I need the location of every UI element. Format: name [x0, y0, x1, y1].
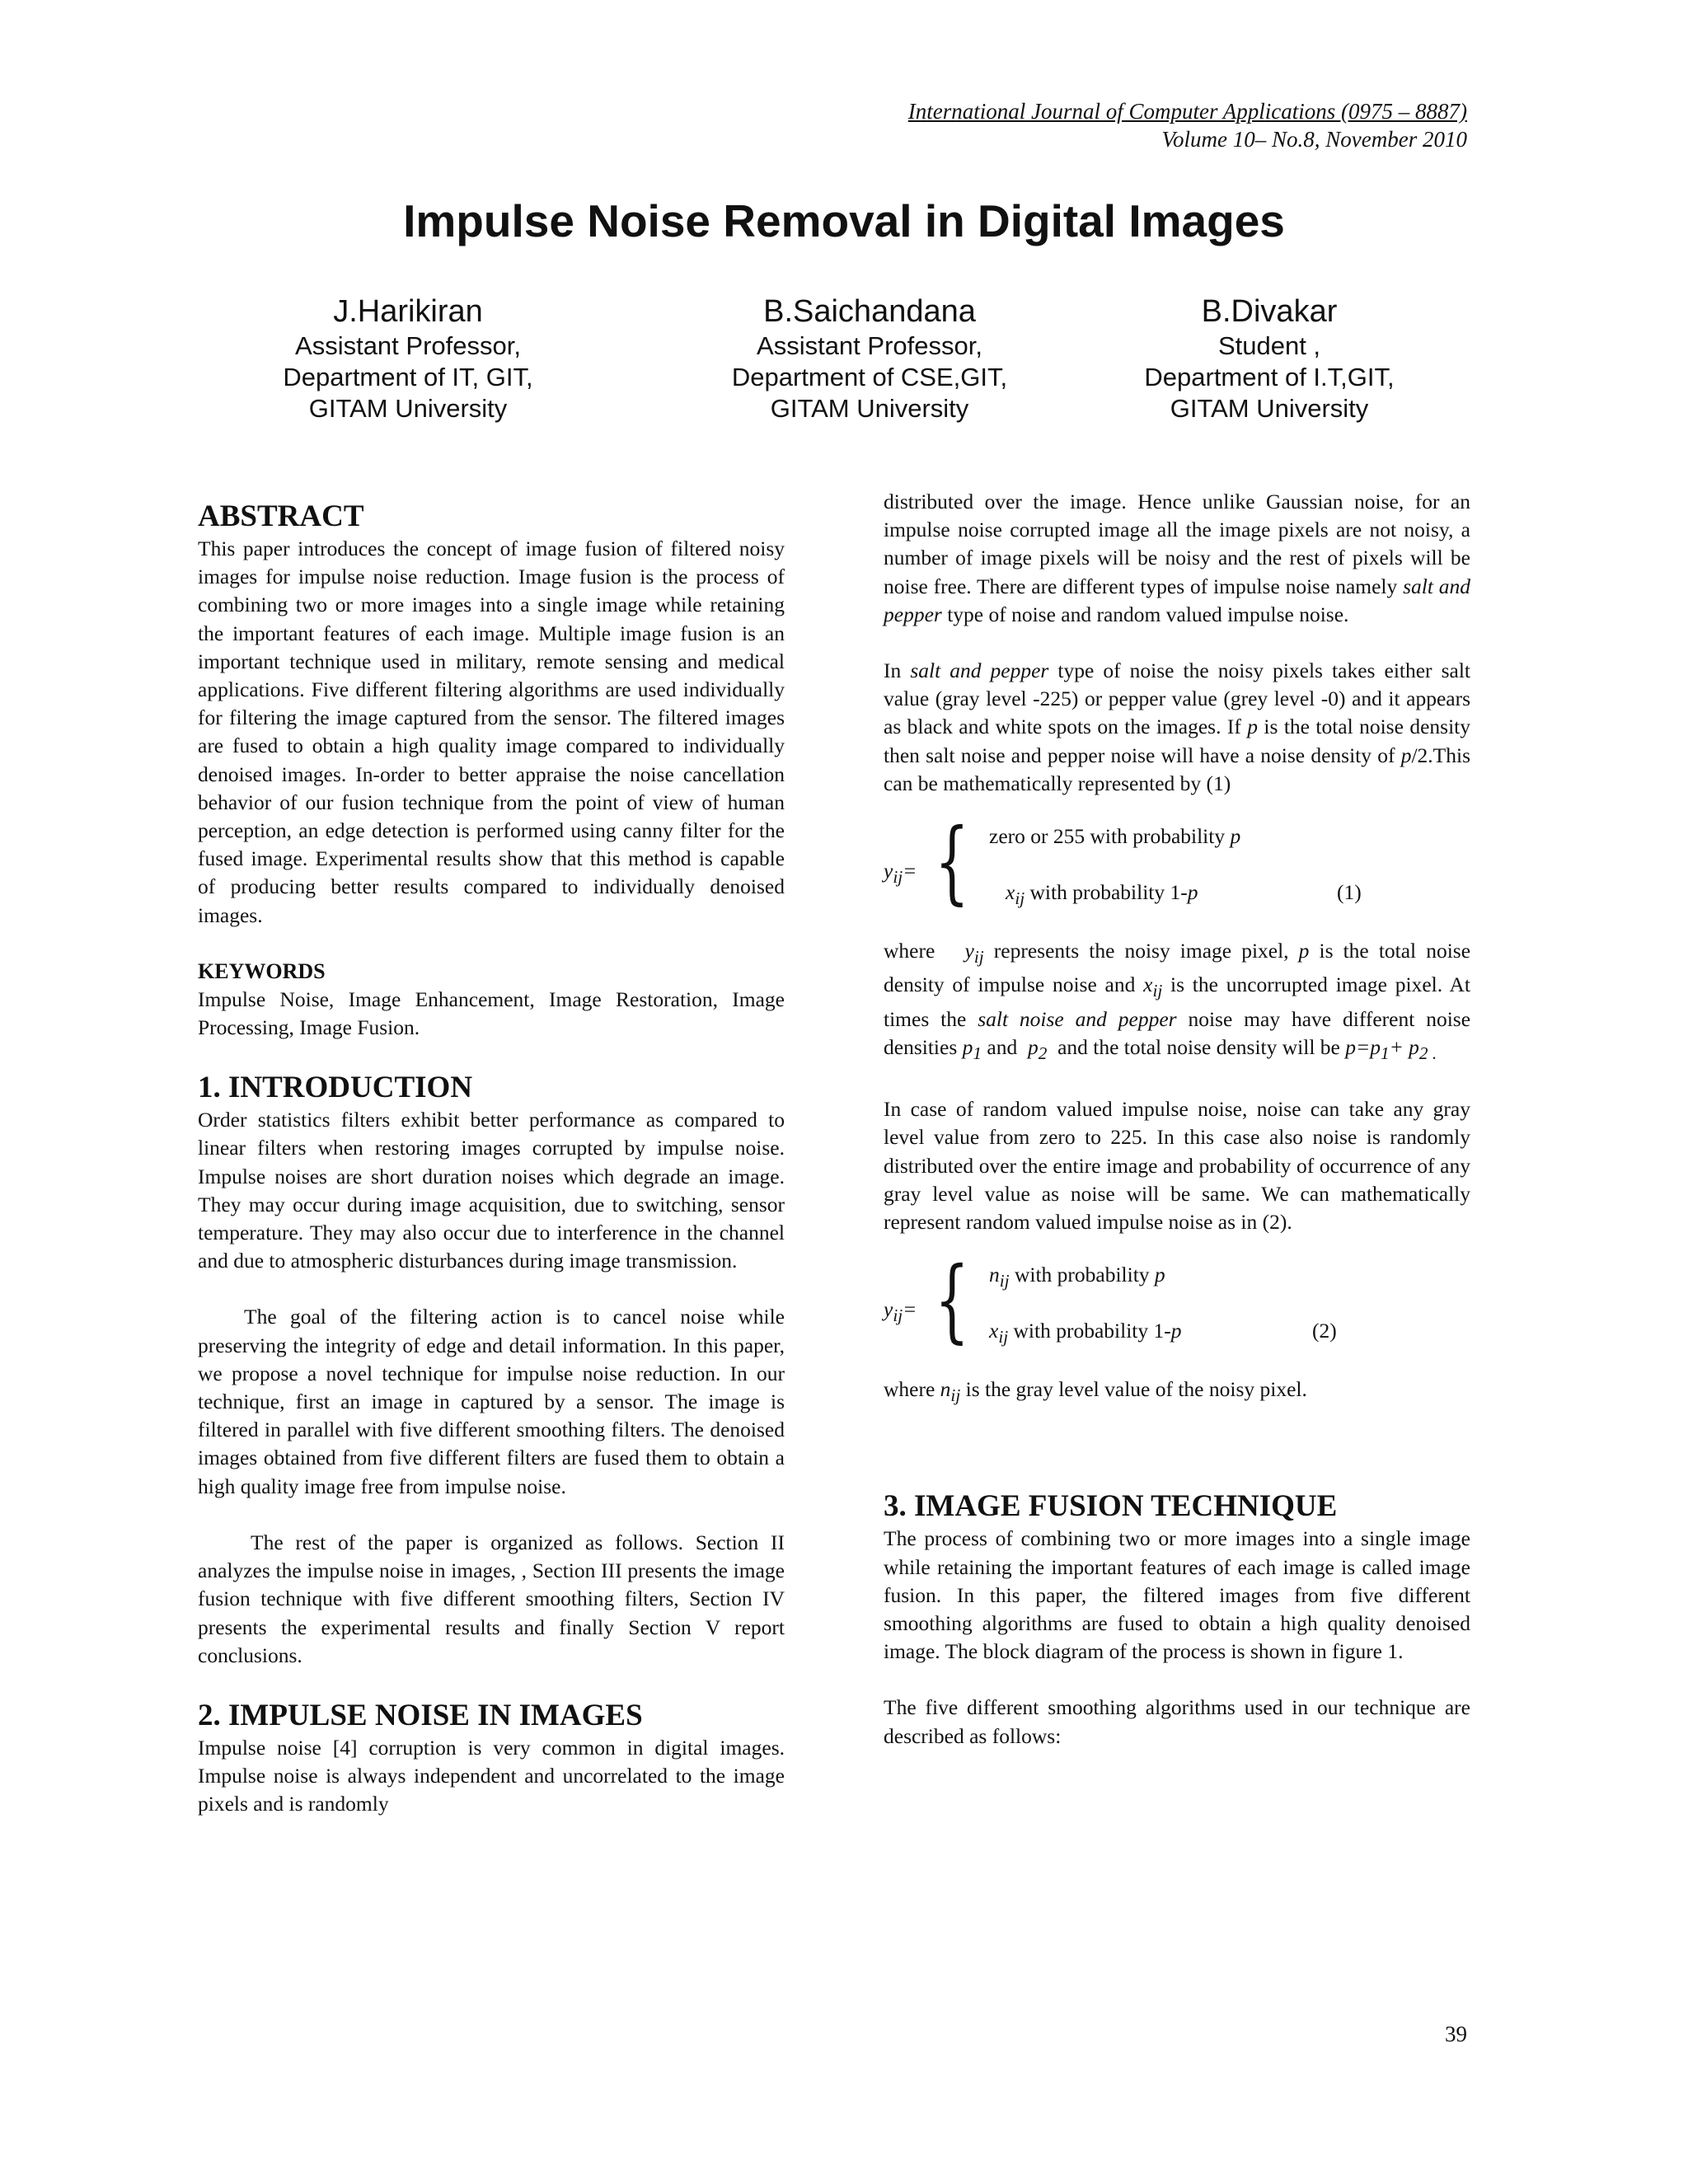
text-span: y [884, 1297, 893, 1322]
text-span: with probability 1- [1025, 880, 1188, 905]
equation-lhs: $y_{ij}=$ [884, 859, 917, 888]
subscript: ij [893, 1305, 903, 1326]
text-span: is the uncorrupted image pixel. At times the [884, 972, 1470, 1031]
author-1 [202, 293, 614, 424]
subscript: ij [1015, 888, 1025, 909]
impulse-noise-paragraph-1-continued [884, 488, 1470, 629]
author-2 [663, 293, 1076, 424]
author-title: Assistant Professor, [295, 331, 521, 360]
author-department: Department of IT, GIT, [283, 363, 533, 391]
text-span: zero or 255 with probability [989, 824, 1231, 849]
right-column [884, 488, 1470, 1750]
paper-title: Impulse Noise Removal in Digital Images [403, 195, 1285, 246]
subscript: ij [1152, 981, 1163, 1001]
random-valued-paragraph: In case of random valued impulse noise, noise can take any gray level value from zero to 225. In this case also noise is randomly distributed over the entire image and probability of occurrence of any gray level value as noise will be same. We can mathematically represent random valued impulse noise as in (2). [884, 1097, 1470, 1234]
var-p: p [1247, 715, 1258, 739]
author-title: Assistant Professor, [757, 331, 982, 360]
equation-2-explanation [884, 1376, 1470, 1409]
text-span: is the total noise density of impulse noise and [884, 939, 1471, 997]
text-span: distributed over the image. Hence unlike Gaussian noise, for an impulse noise corrupted image all the image pixels are not noisy, a number of image pixels will be noisy and the rest of pixels will be noise free. There are different types of impulse noise namely [884, 490, 1470, 598]
subscript: ij [999, 1271, 1010, 1291]
image-fusion-paragraph-1: The process of combining two or more images into a single image while retaining the important features of each image is called image fusion. In this paper, the filtered images from five different smoothing algorithms are fused to obtain a high quality denoised image. The block diagram of the process is shown in figure 1. [884, 1526, 1470, 1664]
var-p: p [962, 1034, 973, 1059]
var-p: p [1187, 880, 1198, 905]
author-name: B.Divakar [1201, 294, 1338, 329]
author-university: GITAM University [1170, 394, 1369, 423]
image-fusion-paragraph-2: The five different smoothing algorithms used in our technique are described as follows: [884, 1695, 1470, 1748]
keywords-heading: KEYWORDS [198, 958, 326, 983]
abstract-text: This paper introduces the concept of image fusion of filtered noisy images for impulse noise reduction. Image fusion is the process of combining two or more images into a single image while retaining the important features of each image. Multiple image fusion is an important technique used in military, remote sensing and medical applications. Five different filtering algorithms are used individually for filtering the image captured from the sensor. The filtered images are fused to obtain a high quality image compared to individually denoised images. In-order to better appraise the noise cancellation behavior of our fusion technique from the point of view of human perception, an edge detection is performed using canny filter for the fused image. Experimental results show that this method is capable of producing better results compared to individually denoised images. [198, 537, 785, 927]
equation-case-1 [989, 823, 1240, 851]
author-name: B.Saichandana [763, 294, 976, 329]
brace-symbol: { [935, 808, 969, 915]
equation-case-1 [989, 1261, 1165, 1295]
formula: + p [1389, 1034, 1419, 1059]
abstract-heading: ABSTRACT [198, 499, 364, 533]
text-span: /2.This can be mathematically represented by (1) [884, 743, 1470, 795]
subscript: ij [950, 1385, 961, 1406]
equation-number: (1) [1337, 880, 1362, 905]
text-span: and the total noise density will be [1057, 1034, 1340, 1059]
keywords-text: Impulse Noise, Image Enhancement, Image Restoration, Image Processing, Image Fusion. [198, 987, 785, 1040]
text-span: is the gray level value of the noisy pixel. [965, 1377, 1307, 1402]
term-salt-and-pepper: salt and pepper [910, 658, 1049, 683]
subscript: 1 [1380, 1043, 1390, 1063]
term-salt-and-pepper: salt and pepper [884, 574, 1470, 626]
author-name: J.Harikiran [333, 294, 483, 329]
subscript: 2 [1038, 1043, 1048, 1063]
brace-symbol: { [935, 1247, 969, 1353]
var-n: n [940, 1377, 951, 1402]
image-fusion-heading: 3. IMAGE FUSION TECHNIQUE [884, 1489, 1338, 1524]
introduction-paragraph-3: The rest of the paper is organized as follows. Section II analyzes the impulse noise in images, , Section III presents the image fusion technique with five different smoothing filters, Section IV presents the experimental results and finally Section V report conclusions. [198, 1530, 785, 1667]
introduction-paragraph-2: The goal of the filtering action is to cancel noise while preserving the integrity of edge and detail information. In this paper, we propose a novel technique for impulse noise reduction. In our technique, first an image in captured by a sensor. The image is filtered in parallel with five different smoothing filters. The denoised images obtained from five different filters are fused them to obtain a high quality image free from impulse noise. [198, 1305, 785, 1498]
var-p: p [1230, 824, 1241, 849]
equation-lhs: $y_{ij}=$ [884, 1297, 917, 1326]
text-span: is the total noise density then salt noise and pepper noise will have a noise density of [884, 715, 1470, 767]
subscript: 1 [973, 1043, 982, 1063]
text-span: where [884, 939, 935, 963]
formula: p=p [1345, 1034, 1381, 1059]
introduction-heading: 1. INTRODUCTION [198, 1071, 473, 1105]
var-p: p [1298, 939, 1310, 963]
page-number: 39 [1445, 2022, 1467, 2046]
equation-case-2 [989, 1317, 1182, 1351]
journal-volume: Volume 10– No.8, November 2010 [1161, 127, 1467, 152]
subscript: ij [893, 867, 903, 888]
var-x: x [989, 1319, 999, 1343]
author-3 [1063, 293, 1475, 424]
author-university: GITAM University [770, 394, 969, 423]
equation-number: (2) [1312, 1319, 1337, 1343]
left-column [198, 499, 785, 1819]
subscript: ij [998, 1327, 1009, 1347]
author-department: Department of CSE,GIT, [731, 363, 1008, 391]
equation-case-2 [1006, 879, 1198, 912]
var-x: x [1143, 972, 1153, 997]
impulse-noise-heading: 2. IMPULSE NOISE IN IMAGES [198, 1698, 643, 1732]
text-span: In [884, 658, 902, 683]
var-p: p [1170, 1319, 1182, 1343]
var-n: n [989, 1263, 1000, 1287]
text-span: with probability 1- [1008, 1319, 1171, 1343]
text-span: where [884, 1377, 935, 1402]
text-span: type of noise the noisy pixels takes either salt value (gray level -225) or pepper value (grey level -0) and it appears as black and white spots on the images. If [884, 658, 1471, 739]
text-span: noise may have different noise densities [884, 1006, 1471, 1059]
subscript: 2 . [1418, 1043, 1437, 1063]
equation-1 [884, 808, 1470, 927]
journal-name: International Journal of Computer Applications (0975 – 8887) [907, 99, 1467, 124]
author-department: Department of I.T,GIT, [1144, 363, 1395, 391]
equation-2 [884, 1247, 1470, 1366]
text-span: and [987, 1034, 1018, 1059]
var-x: x [1006, 880, 1015, 905]
var-p: p [1027, 1034, 1039, 1059]
var-y: y [964, 939, 974, 963]
author-university: GITAM University [308, 394, 508, 423]
equation-1-explanation [884, 937, 1470, 1067]
journal-header [908, 97, 1467, 153]
subscript: ij [973, 947, 984, 968]
text-span: with probability [1009, 1263, 1155, 1287]
introduction-paragraph-1: Order statistics filters exhibit better performance as compared to linear filters when restoring images corrupted by impulse noise. Impulse noises are short duration noises which degrade an image. They may occur during image acquisition, due to switching, sensor temperature. They may also occur due to interference in the channel and due to atmospheric disturbances during image transmission. [198, 1108, 785, 1273]
text-span: y [884, 859, 893, 883]
var-p: p [1400, 743, 1412, 767]
impulse-noise-paragraph-1: Impulse noise [4] corruption is very common in digital images. Impulse noise is always independent and uncorrelated to the image pixels and is randomly [198, 1735, 785, 1816]
text-span: represents the noisy image pixel, [993, 939, 1289, 963]
term-salt-and-pepper: salt noise and pepper [978, 1006, 1177, 1031]
salt-pepper-paragraph [884, 657, 1470, 798]
var-p: p [1154, 1263, 1165, 1287]
text-span: type of noise and random valued impulse noise. [947, 602, 1349, 626]
author-title: Student , [1217, 331, 1321, 360]
